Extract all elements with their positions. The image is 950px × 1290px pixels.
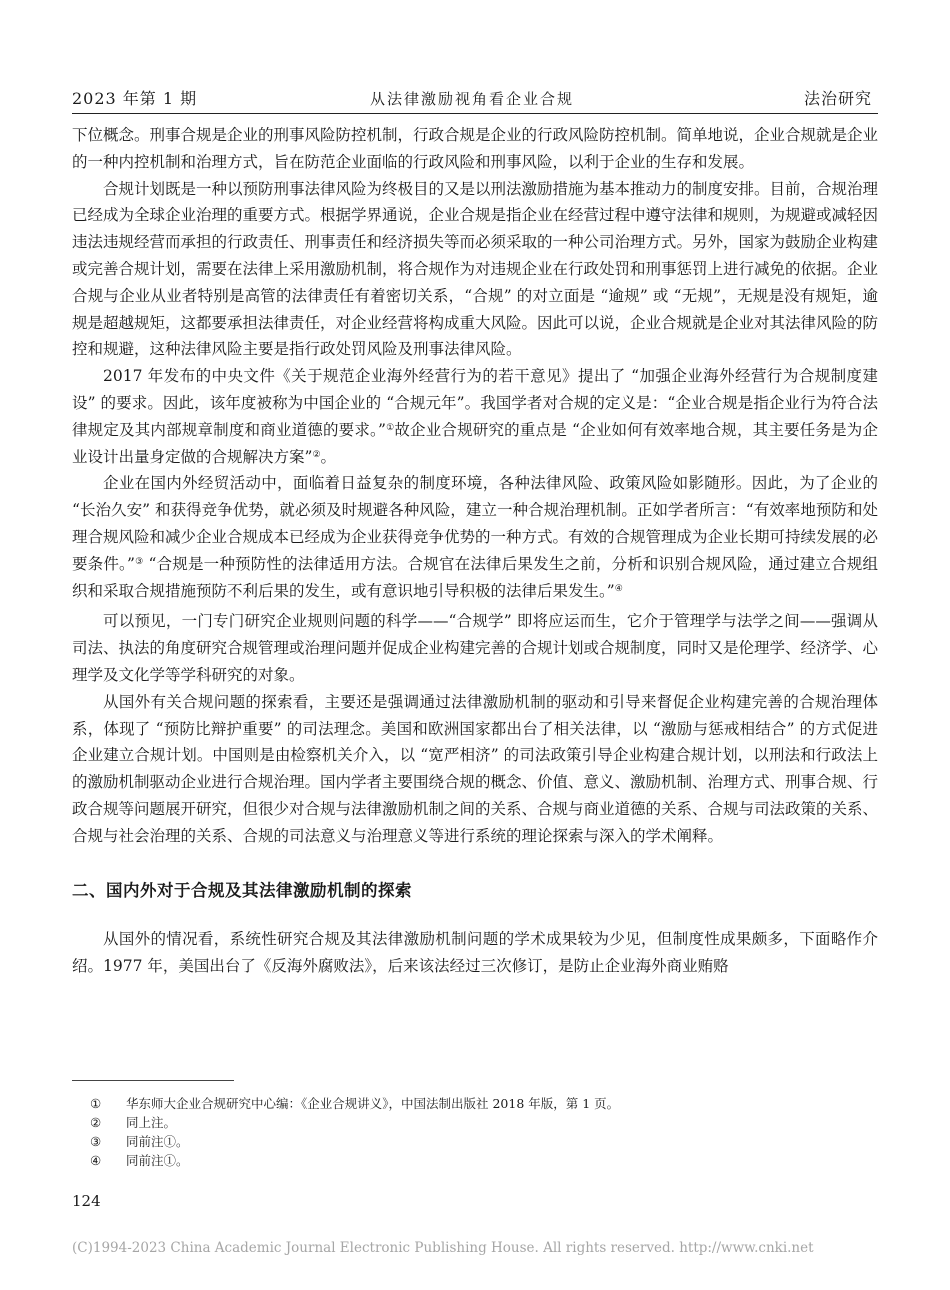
paragraph-text: 企业在国内外经贸活动中，面临着日益复杂的制度环境，各种法律风险、政策风险如影随形。因此，为了企业的 “长治久安” 和获得竞争优势，就必须及时规避各种风险，建立一种合规治理机制。正如学者所言：“有效率地预防和处理合规风险和减少企业合规成本已经成为企业获得竞争优势的一种方式。有效的合规管理成为企业长期可持续发展的必要条件。” [72,474,879,573]
footnote-text: 同前注①。 [126,1134,189,1149]
paragraph-text: “合规是一种预防性的法律适用方法。合规官在法律后果发生之前，分析和识别合规风险，通过建立合规组织和采取合规措施预防不利后果的发生，或有意识地引导积极的法律后果发生。” [72,554,878,600]
article-body [72,122,878,980]
footnote-ref-1[interactable]: ① [385,422,395,433]
paragraph-trade-activities [72,470,878,604]
paragraph-2017-document [72,363,878,470]
footnote-divider [72,1080,234,1081]
footnote-item [90,1132,870,1151]
footnote-mark: ② [90,1115,102,1130]
footnote-ref-3[interactable]: ③ [134,556,144,567]
footnote-item [90,1151,870,1170]
paragraph-text: 2017 年发布的中央文件《关于规范企业海外经营行为的若干意见》提出了 “加强企业海外经营行为合规制度建设” 的要求。因此，该年度被称为中国企业的 “合规元年”。我国学者对合规的定义是：“企业合规是指企业行为符合法律规定及其内部规章制度和商业道德的要求。” [72,367,878,439]
copyright-notice: (C)1994-2023 China Academic Journal Electronic Publishing House. All rights reserved. http://www.cnki.net [72,1240,814,1256]
header-divider [72,113,878,114]
footnote-item [90,1094,870,1113]
footnote-ref-2[interactable]: ② [312,449,321,460]
paragraph-compliance-science: 可以预见，一门专门研究企业规则问题的科学——“合规学” 即将应运而生，它介于管理学与法学之间——强调从司法、执法的角度研究合规管理或治理问题并促成企业构建完善的合规计划或合规制度，同时又是伦理学、经济学、心理学及文化学等学科研究的对象。 [72,612,879,684]
footnote-text: 同上注。 [126,1115,177,1130]
section-heading: 二、国内外对于合规及其法律激励机制的探索 [72,880,412,900]
paragraph-text: 。 [320,447,337,466]
footnotes [90,1094,870,1170]
issue-label: 2023 年第 1 期 [72,89,198,108]
page-number: 124 [72,1192,101,1210]
article-title: 从法律激励视角看企业合规 [369,90,574,108]
journal-name: 法治研究 [803,89,872,108]
running-header [72,86,872,112]
paragraph-foreign-exploration: 从国外有关合规问题的探索看，主要还是强调通过法律激励机制的驱动和引导来督促企业构建完善的合规治理体系，体现了 “预防比辩护重要” 的司法理念。美国和欧洲国家都出台了相关法律，以 “激励与惩戒相结合” 的方式促进企业建立合规计划。中国则是由检察机关介入，以 “宽严相济” 的司法政策引导企业构建合规计划，以刑法和行政法上的激励机制驱动企业进行合规治理。国内学者主要围绕合规的概念、价值、意义、激励机制、治理方式、刑事合规、行政合规等问题展开研究，但很少对合规与法律激励机制之间的关系、合规与商业道德的关系、合规与司法政策的关系、合规与社会治理的关系、合规的司法意义与治理意义等进行系统的理论探索与深入的学术阐释。 [72,692,879,845]
footnote-ref-4[interactable]: ④ [614,583,623,594]
paragraph-compliance-plan: 合规计划既是一种以预防刑事法律风险为终极目的又是以刑法激励措施为基本推动力的制度安排。目前，合规治理已经成为全球企业治理的重要方式。根据学界通说，企业合规是指企业在经营过程中遵守法律和规则，为规避或减轻因违法违规经营而承担的行政责任、刑事责任和经济损失等而必须采取的一种公司治理方式。另外，国家为鼓励企业构建或完善合规计划，需要在法律上采用激励机制，将合规作为对违规企业在行政处罚和刑事惩罚上进行减免的依据。企业合规与企业从业者特别是高管的法律责任有着密切关系，“合规” 的对立面是 “逾规” 或 “无规”，无规是没有规矩，逾规是超越规矩，这都要承担法律责任，对企业经营将构成重大风险。因此可以说，企业合规就是企业对其法律风险的防控和规避，这种法律风险主要是指行政处罚风险及刑事法律风险。 [72,179,879,359]
footnote-text: 同前注①。 [126,1153,189,1168]
footnote-mark: ① [90,1096,102,1111]
footnote-mark: ④ [90,1153,102,1168]
footnote-mark: ③ [90,1134,102,1149]
paragraph-text: 故企业合规研究的重点是 “企业如何有效率地合规，其主要任务是为企业设计出量身定做的合规解决方案” [72,420,878,466]
footnote-text: 华东师大企业合规研究中心编：《企业合规讲义》，中国法制出版社 2018 年版，第 1 页。 [126,1096,620,1111]
paragraph-continuation: 下位概念。刑事合规是企业的刑事风险防控机制，行政合规是企业的行政风险防控机制。简单地说，企业合规就是企业的一种内控机制和治理方式，旨在防范企业面临的行政风险和刑事风险，以利于企业的生存和发展。 [72,126,879,171]
footnote-item [90,1113,870,1132]
paragraph-foreign-situation: 从国外的情况看，系统性研究合规及其法律激励机制问题的学术成果较为少见，但制度性成果颇多，下面略作介绍。1977 年，美国出台了《反海外腐败法》，后来该法经过三次修订，是防止企业海外商业贿赂 [72,930,878,976]
